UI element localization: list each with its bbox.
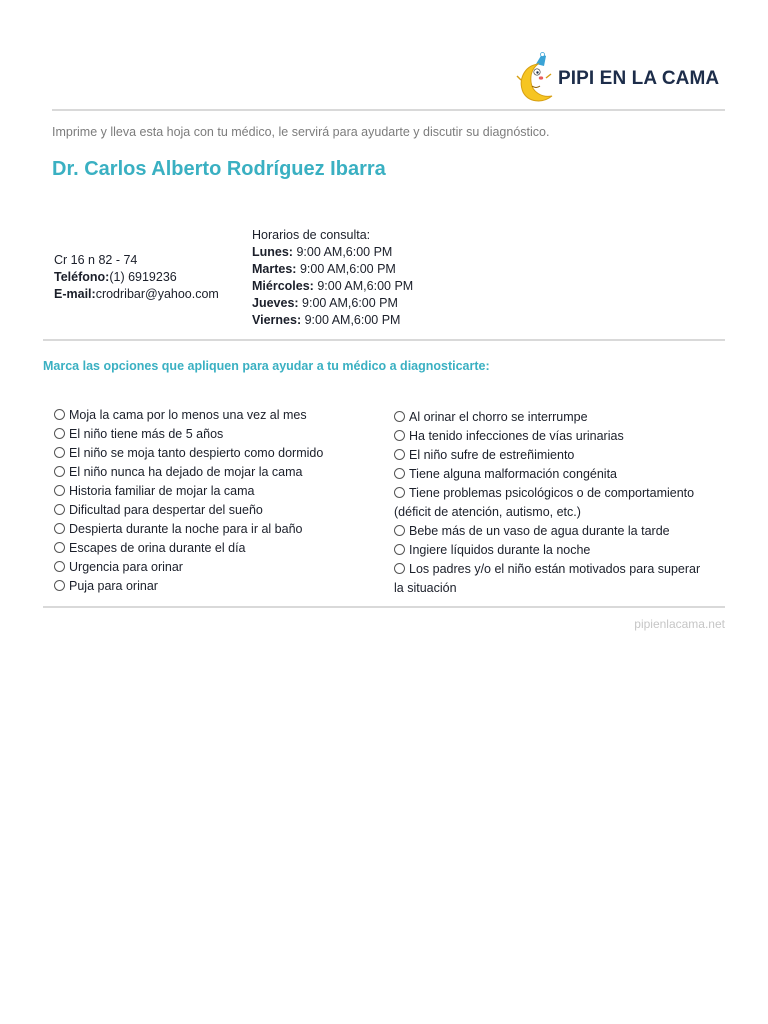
contact-phone-label: Teléfono: (54, 270, 110, 284)
doctor-name: Dr. Carlos Alberto Rodríguez Ibarra (52, 158, 386, 180)
radio-circle-icon[interactable] (394, 411, 405, 422)
option-label: Ingiere líquidos durante la noche (409, 543, 591, 557)
radio-circle-icon[interactable] (54, 580, 65, 591)
option-item[interactable] (394, 427, 704, 446)
radio-circle-icon[interactable] (54, 485, 65, 496)
option-label: El niño sufre de estreñimiento (409, 448, 575, 462)
radio-circle-icon[interactable] (394, 525, 405, 536)
option-item[interactable] (394, 446, 704, 465)
option-label: Historia familiar de mojar la cama (69, 484, 255, 498)
option-item[interactable] (54, 539, 384, 558)
option-label: Tiene problemas psicológicos o de comportamiento (déficit de atención, autismo, etc.) (394, 486, 695, 519)
radio-circle-icon[interactable] (54, 523, 65, 534)
option-item[interactable] (394, 541, 704, 560)
option-label: Ha tenido infecciones de vías urinarias (409, 429, 624, 443)
option-label: El niño se moja tanto despierto como dormido (69, 446, 324, 460)
radio-circle-icon[interactable] (394, 563, 405, 574)
intro-text: Imprime y lleva esta hoja con tu médico, le servirá para ayudarte y discutir su diagnóstico. (52, 125, 550, 139)
hours-row (252, 295, 413, 312)
option-label: Escapes de orina durante el día (69, 541, 246, 555)
hours-row (252, 278, 413, 295)
option-label: El niño tiene más de 5 años (69, 427, 224, 441)
option-label: Moja la cama por lo menos una vez al mes (69, 408, 307, 422)
radio-circle-icon[interactable] (54, 561, 65, 572)
hours-row (252, 312, 413, 329)
hours-time: 9:00 AM,6:00 PM (298, 296, 398, 310)
options-right-column (394, 408, 704, 598)
option-label: Bebe más de un vaso de agua durante la tarde (409, 524, 670, 538)
option-label: El niño nunca ha dejado de mojar la cama (69, 465, 303, 479)
option-item[interactable] (54, 520, 384, 539)
hours-row (252, 244, 413, 261)
footer-url[interactable]: pipienlacama.net (634, 617, 725, 631)
radio-circle-icon[interactable] (394, 468, 405, 479)
radio-circle-icon[interactable] (54, 447, 65, 458)
option-label: Los padres y/o el niño están motivados para superar la situación (394, 562, 701, 595)
radio-circle-icon[interactable] (394, 487, 405, 498)
header-divider (52, 109, 725, 111)
hours-time: 9:00 AM,6:00 PM (292, 245, 393, 259)
hours-time: 9:00 AM,6:00 PM (313, 279, 414, 293)
radio-circle-icon[interactable] (394, 430, 405, 441)
contact-block (54, 252, 219, 303)
hours-time: 9:00 AM,6:00 PM (296, 262, 396, 276)
contact-email-row (54, 286, 219, 303)
radio-circle-icon[interactable] (394, 449, 405, 460)
contact-phone: (1) 6919236 (109, 270, 177, 284)
footer-divider (43, 606, 725, 608)
contact-phone-row (54, 269, 219, 286)
hours-day: Martes: (252, 262, 297, 276)
radio-circle-icon[interactable] (54, 409, 65, 420)
hours-day: Miércoles: (252, 279, 314, 293)
option-item[interactable] (54, 463, 384, 482)
moon-mascot-icon (516, 52, 556, 104)
option-label: Al orinar el chorro se interrumpe (409, 410, 588, 424)
checklist-prompt: Marca las opciones que apliquen para ayudar a tu médico a diagnosticarte: (43, 359, 490, 373)
radio-circle-icon[interactable] (54, 504, 65, 515)
hours-day: Lunes: (252, 245, 293, 259)
option-item[interactable] (54, 501, 384, 520)
brand-name: PIPI EN LA CAMA (558, 68, 720, 89)
option-item[interactable] (54, 406, 384, 425)
option-label: Despierta durante la noche para ir al baño (69, 522, 303, 536)
hours-day: Jueves: (252, 296, 299, 310)
radio-circle-icon[interactable] (54, 466, 65, 477)
section-divider (43, 339, 725, 341)
option-label: Dificultad para despertar del sueño (69, 503, 263, 517)
brand-logo (516, 52, 719, 104)
radio-circle-icon[interactable] (54, 428, 65, 439)
hours-title: Horarios de consulta: (252, 228, 371, 242)
hours-time: 9:00 AM,6:00 PM (301, 313, 401, 327)
option-item[interactable] (54, 444, 384, 463)
contact-email[interactable]: crodribar@yahoo.com (95, 287, 219, 301)
option-item[interactable] (394, 560, 704, 598)
option-label: Puja para orinar (69, 579, 158, 593)
option-item[interactable] (394, 408, 704, 427)
radio-circle-icon[interactable] (394, 544, 405, 555)
option-item[interactable] (54, 577, 384, 596)
options-left-column (54, 406, 384, 596)
option-item[interactable] (394, 484, 704, 522)
office-hours (252, 227, 413, 329)
radio-circle-icon[interactable] (54, 542, 65, 553)
option-item[interactable] (394, 522, 704, 541)
hours-day: Viernes: (252, 313, 302, 327)
contact-address: Cr 16 n 82 - 74 (54, 253, 138, 267)
hours-row (252, 261, 413, 278)
option-item[interactable] (394, 465, 704, 484)
option-item[interactable] (54, 425, 384, 444)
option-item[interactable] (54, 558, 384, 577)
option-label: Urgencia para orinar (69, 560, 183, 574)
option-label: Tiene alguna malformación congénita (409, 467, 617, 481)
contact-email-label: E-mail: (54, 287, 96, 301)
option-item[interactable] (54, 482, 384, 501)
